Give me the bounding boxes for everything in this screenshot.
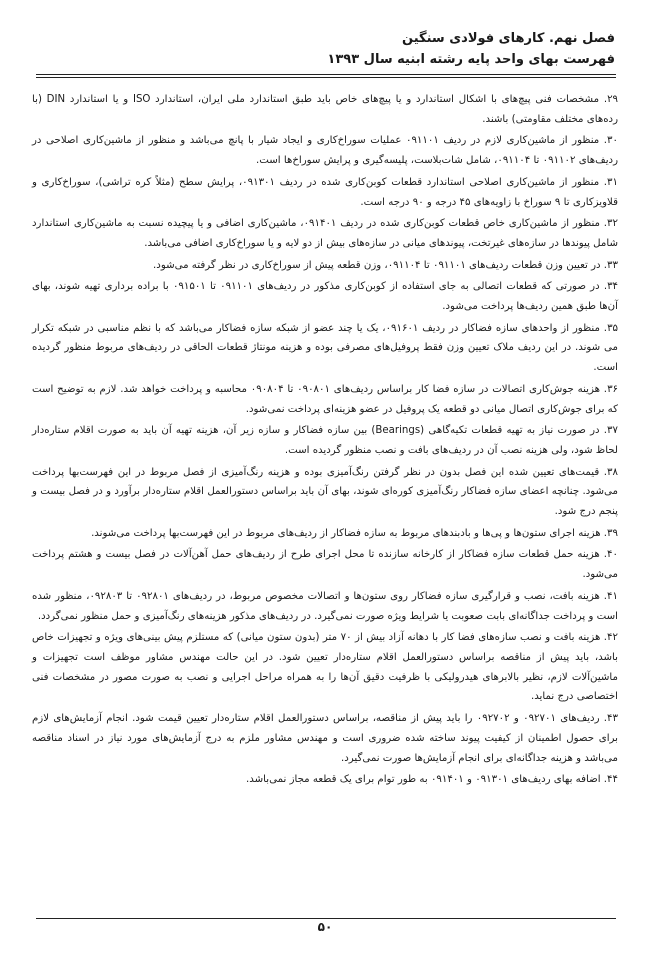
footer-rule <box>36 918 616 919</box>
note-item-39: ۳۹. هزینه اجرای ستون‌ها و پی‌ها و بادبندهای مربوط به سازه فضاکار از ردیف‌های مربوط در این فهرست‌بها پرداخت می‌شوند. <box>91 527 618 539</box>
note-item-35: ۳۵. منظور از واحدهای سازه فضاکار در ردیف ۰۹۱۶۰۱، یک یا چند عضو از شبکه سازه فضاکار می‌باشد که با نظم مناسبی در شبکه تکرار می شوند. در این ردیف ملاک تعیین وزن فقط پروفیل‌های مصرفی بوده و هزینه مونتاژ قطعات الحاقی در ردیف‌های مربوط منظور گردیده است. <box>32 322 619 374</box>
header-rule-thin <box>36 77 616 78</box>
page-number: ۵۰ <box>317 920 333 934</box>
note-item-36: ۳۶. هزینه جوش‌کاری اتصالات در سازه فضا کار براساس ردیف‌های ۰۹۰۸۰۱ تا ۰۹۰۸۰۴ محاسبه و پرداخت خواهد شد. لازم به توضیح است که برای جوش‌کاری اتصال میانی دو قطعه یک پروفیل در عضو هزینه‌ای پرداخت نمی‌شود. <box>32 383 619 415</box>
note-item-29: ۲۹. مشخصات فنی پیچ‌های با اشکال استاندارد و یا پیچ‌های خاص باید طبق استاندارد ملی ایران، استاندارد ISO و یا استاندارد DIN (با رده‌های مختلف مقاومتی) باشند. <box>32 94 619 125</box>
note-item-43: ۴۳. ردیف‌های ۰۹۲۷۰۱ و ۰۹۲۷۰۲ را باید پیش از مناقصه، براساس دستورالعمل اقلام ستاره‌دار تعیین قیمت شود. انجام آزمایش‌های لازم برای حصول اطمینان از کیفیت پیوند ساخته شده ضروری است و مهندس مشاور ملزم به درج آزمایش‌های مورد نیاز در اسناد مناقصه می‌باشد و هزینه جداگانه‌ای برای انجام آزمایش‌ها صورت نمی‌گیرد. <box>32 713 618 764</box>
chapter-title: فصل نهم. کارهای فولادی سنگین <box>402 31 615 46</box>
page-header <box>25 30 615 69</box>
note-item-38: ۳۸. قیمت‌های تعیین شده این فصل بدون در نظر گرفتن رنگ‌آمیزی بوده و هزینه رنگ‌آمیزی از فصل مربوط در این فهرست‌بها پرداخت می‌شود. چنانچه اعضای سازه فضاکار رنگ‌آمیزی کوره‌ای شوند، بهای آن باید براساس دستورالعمل اقلام ستاره‌دار برآورد و در فصل بیست و پنجم درج شود. <box>32 466 618 518</box>
notes-list <box>32 90 618 792</box>
price-list-title: فهرست بهای واحد پایه رشته ابنیه سال ۱۳۹۳ <box>327 52 615 67</box>
note-item-40: ۴۰. هزینه حمل قطعات سازه فضاکار از کارخانه سازنده تا محل اجرای طرح از ردیف‌های حمل آهن‌آلات در فصل بیست و هشتم پرداخت می‌شود. <box>32 549 618 581</box>
note-item-30: ۳۰. منظور از ماشین‌کاری لازم در ردیف ۰۹۱۱۰۱ عملیات سوراخ‌کاری و ایجاد شیار با پانچ می‌باشد و منظور از ماشین‌کاری اصلاحی در ردیف‌های ۰۹۱۱۰۲ تا ۰۹۱۱۰۴، شامل شات‌بلاست، پلیسه‌گیری و پرایش سوراخ‌ها است. <box>32 135 618 167</box>
note-item-44: ۴۴. اضافه بهای ردیف‌های ۰۹۱۳۰۱ و ۰۹۱۴۰۱ به طور توام برای یک قطعه مجاز نمی‌باشد. <box>246 774 618 786</box>
note-item-42: ۴۲. هزینه بافت و نصب سازه‌های فضا کار با دهانه آزاد بیش از ۷۰ متر (بدون ستون میانی) که مستلزم پیش بینی‌های ویژه و تجهیزات خاص باشد، باید پیش از مناقصه براساس دستورالعمل اقلام ستاره‌دار تعیین شود. در این حالت مهندس مشاور موظف است تجهیزات و ماشین‌آلات لازم، نظیر بالابرهای هیدرولیکی با ظرفیت دقیق آن‌ها را به همراه مراحل اجرایی و نصب به صورت مصور در مشخصات فنی اختصاصی درج نماید. <box>32 632 618 703</box>
note-item-41: ۴۱. هزینه بافت، نصب و قرارگیری سازه فضاکار روی ستون‌ها و اتصالات مخصوص مربوط، در ردیف‌های ۰۹۲۸۰۱ تا ۰۹۲۸۰۳، منظور شده است و پرداخت جداگانه‌ای بابت صعوبت یا شرایط ویژه صورت نمی‌گیرد. در ردیف‌های مذکور هزینه‌های رنگ‌آمیزی و حمل منظور نمی‌گردد. <box>32 590 618 622</box>
note-item-37: ۳۷. در صورت نیاز به تهیه قطعات تکیه‌گاهی (Bearings) بین سازه فضاکار و سازه زیر آن، هزینه تهیه آن باید به صورت اقلام ستاره‌دار لحاظ شود، ولی هزینه نصب آن در ردیف‌های بافت و نصب منظور گردیده است. <box>32 425 618 456</box>
note-item-34: ۳۴. در صورتی که قطعات اتصالی به جای استفاده از کوبن‌کاری مذکور در ردیف‌های ۰۹۱۱۰۱ تا ۰۹۱۵۰۱ با براده برداری تهیه شوند، بهای آن‌ها طبق همین ردیف‌ها پرداخت می‌شود. <box>32 281 619 313</box>
header-rule <box>36 74 616 75</box>
note-item-31: ۳۱. منظور از ماشین‌کاری اصلاحی استاندارد قطعات کوبن‌کاری شده در ردیف ۰۹۱۳۰۱، پرایش سطح (مثلاً کره تراشی)، سوراخ‌کاری و قلاویزکاری تا ۹ سوراخ با زاویه‌های ۴۵ درجه و ۹۰ درجه است. <box>32 176 618 208</box>
note-item-33: ۳۳. در تعیین وزن قطعات ردیف‌های ۰۹۱۱۰۱ تا ۰۹۱۱۰۴، وزن قطعه پیش از سوراخ‌کاری در نظر گرفته می‌شود. <box>153 259 618 271</box>
note-item-32: ۳۲. منظور از ماشین‌کاری خاص قطعات کوبن‌کاری شده در ردیف ۰۹۱۴۰۱، ماشین‌کاری اضافی و یا پیچیده نسبت به ماشین‌کاری استاندارد شامل پیوندها در سازه‌های غیرتخت، پیوندهای میانی در سازه‌های بیش از دو لایه و یا سوراخ‌کاری اضافی می‌باشد. <box>32 218 618 249</box>
